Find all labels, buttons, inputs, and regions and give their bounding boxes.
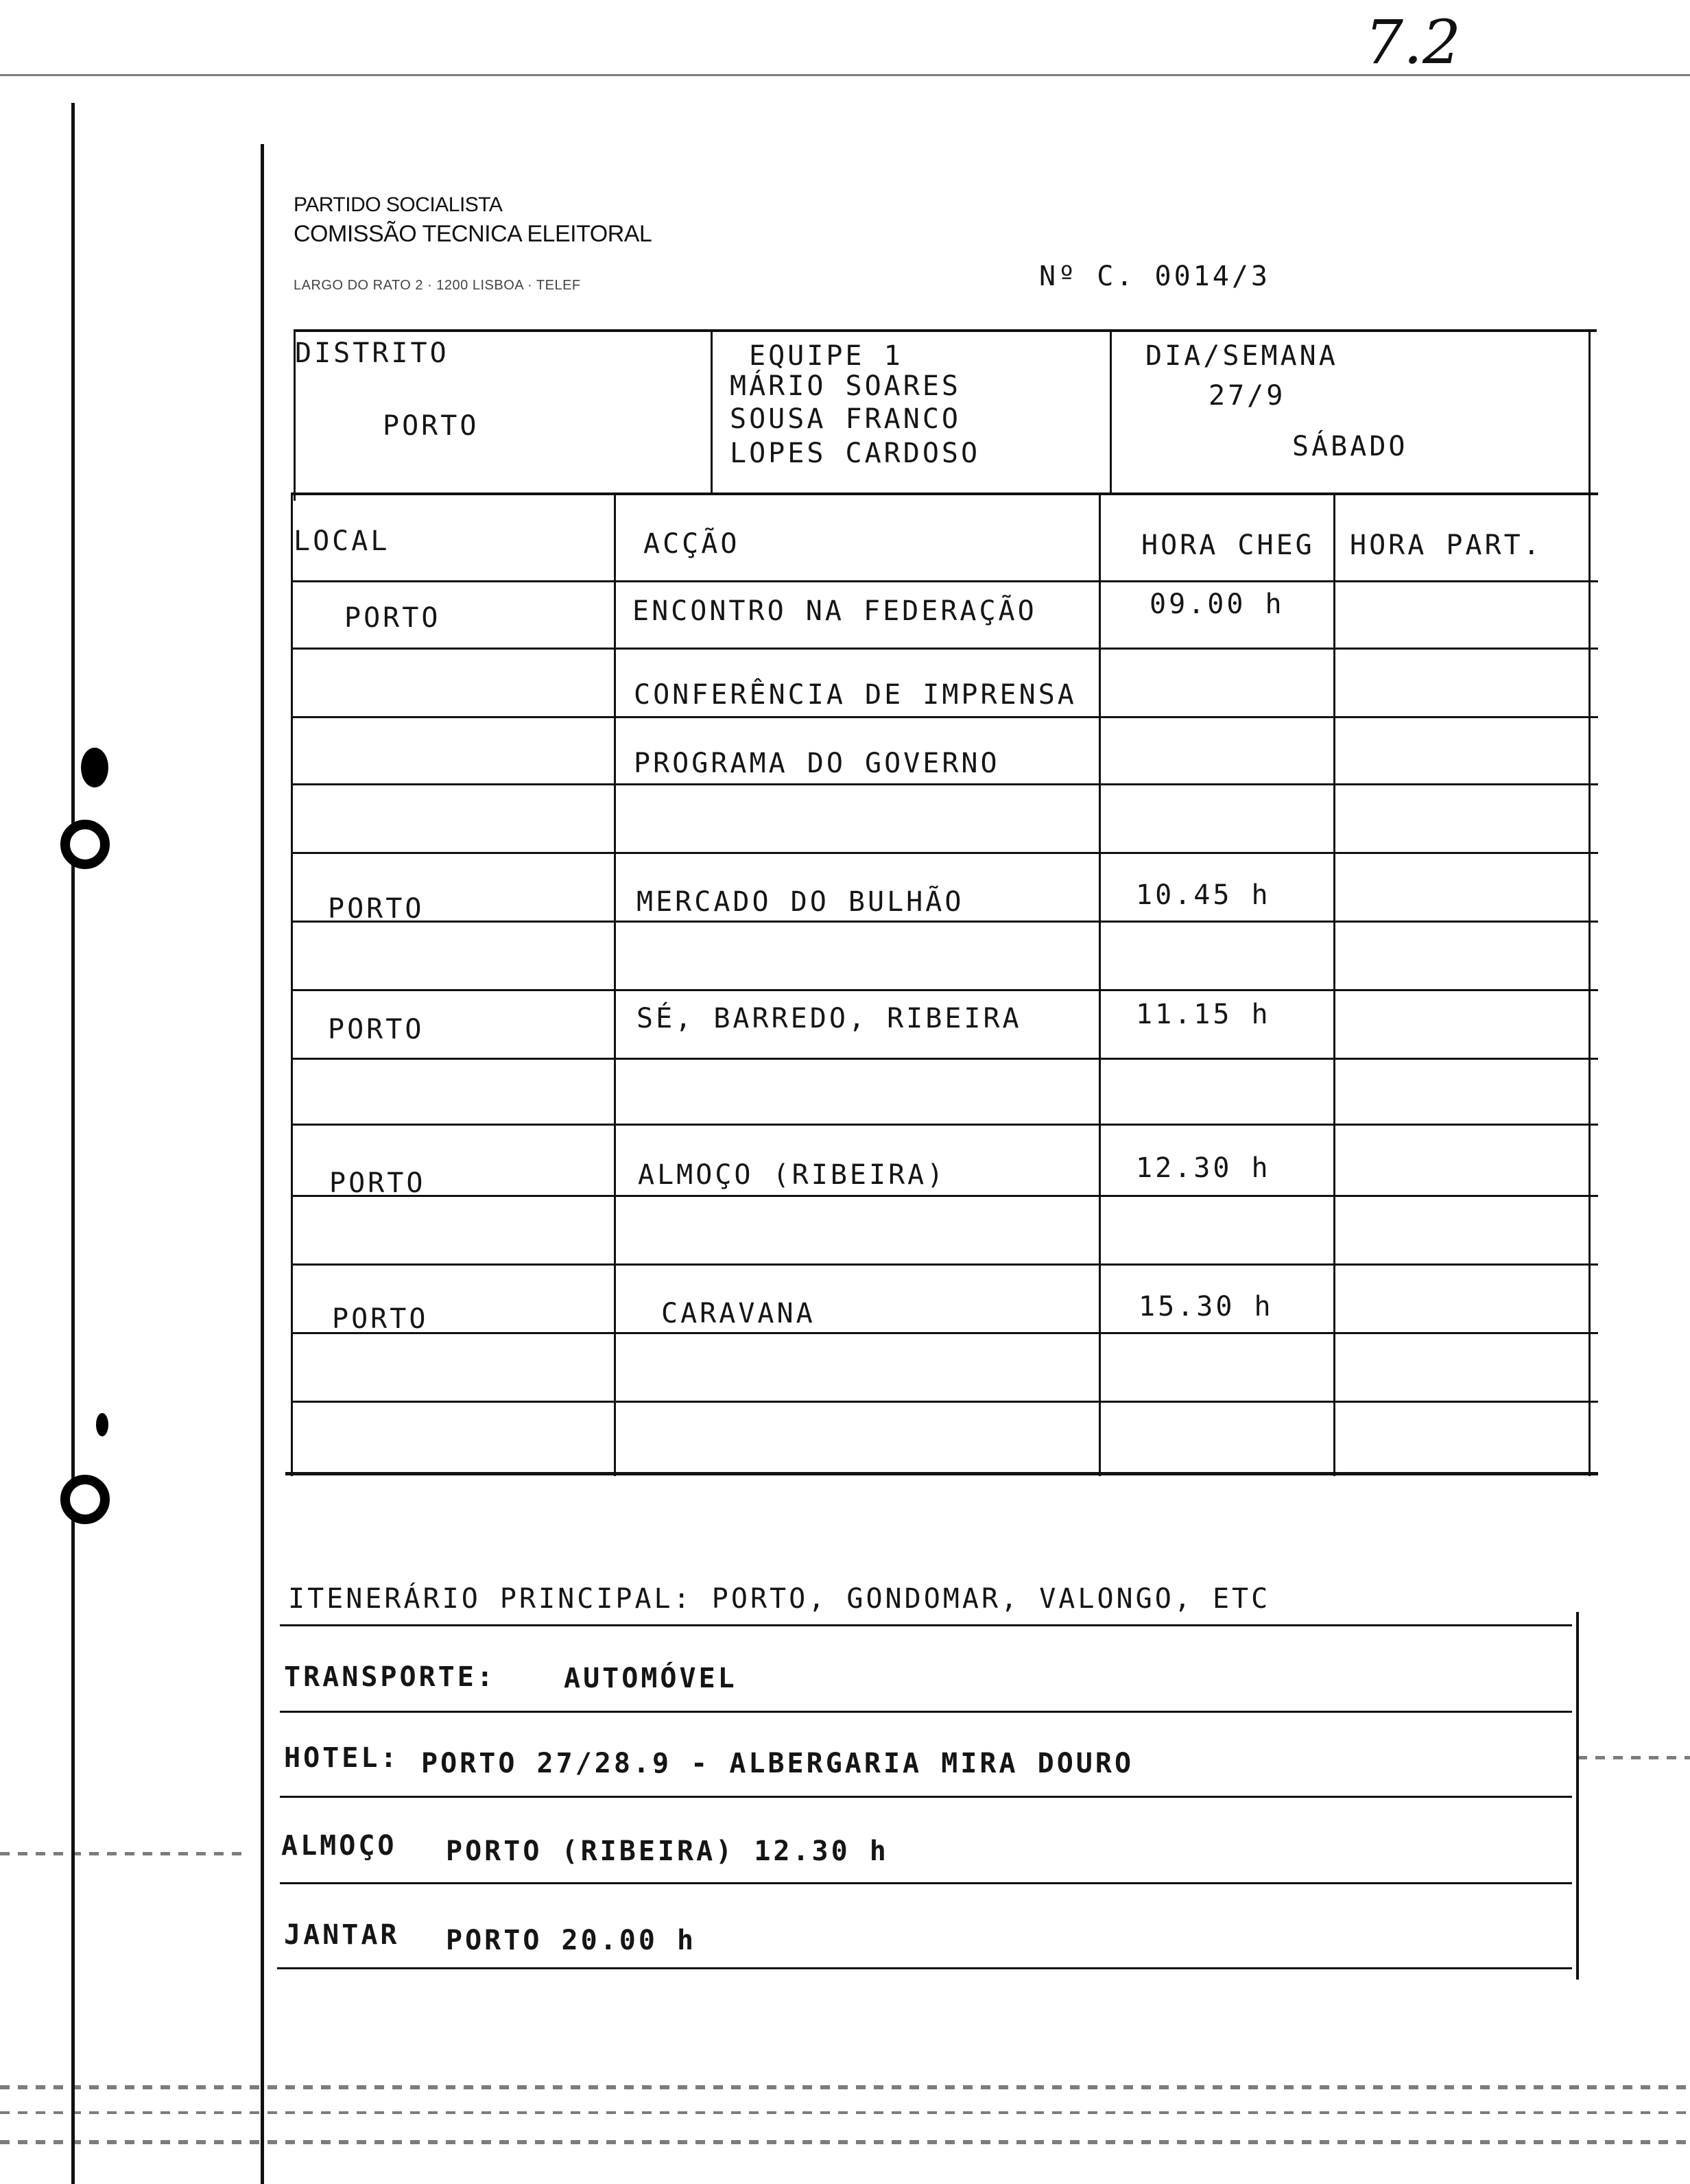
info-top-line [294, 329, 1597, 332]
table-cell-accao: PROGRAMA DO GOVERNO [634, 748, 1000, 779]
equipe-label: EQUIPE 1 [749, 340, 903, 372]
table-cell-accao: SÉ, BARREDO, RIBEIRA [636, 1003, 1022, 1034]
scan-noise-left [0, 1852, 247, 1855]
info-right-line [1588, 329, 1591, 494]
col-divider-local-accao [614, 492, 616, 1476]
row-divider [291, 989, 1598, 991]
table-bottom-line [285, 1472, 1598, 1475]
dia-semana-label: DIA/SEMANA [1145, 340, 1338, 372]
info-divider-2 [1110, 329, 1112, 494]
row-divider [291, 1058, 1598, 1060]
info-divider-1 [711, 329, 713, 494]
footer-rule [280, 1711, 1572, 1713]
jantar-label: JANTAR [284, 1919, 400, 1951]
dia-date: 27/9 [1209, 380, 1286, 412]
equipe-member-1: MÁRIO SOARES [730, 370, 961, 402]
hotel-value: PORTO 27/28.9 - ALBERGARIA MIRA DOURO [421, 1748, 1134, 1779]
footer-rule [280, 1796, 1572, 1798]
table-top-line [291, 492, 1598, 495]
row-divider [291, 783, 1598, 785]
org-name: PARTIDO SOCIALISTA [294, 193, 503, 216]
table-cell-accao: ENCONTRO NA FEDERAÇÃO [632, 595, 1037, 627]
equipe-member-3: LOPES CARDOSO [730, 438, 981, 469]
table-left-line [291, 492, 293, 1476]
footer-rule [280, 1882, 1572, 1884]
table-cell-accao: MERCADO DO BULHÃO [636, 886, 964, 918]
row-divider [291, 1124, 1598, 1126]
form-left-edge-line [261, 144, 264, 2184]
table-cell-accao: CARAVANA [661, 1298, 816, 1329]
org-address: LARGO DO RATO 2 · 1200 LISBOA · TELEF [294, 278, 581, 293]
table-cell-local: PORTO [332, 1303, 429, 1335]
distrito-label: DISTRITO [295, 337, 449, 369]
header-local: LOCAL [294, 525, 390, 557]
table-cell-hora-cheg: 09.00 h [1150, 589, 1285, 620]
table-cell-local: PORTO [344, 602, 441, 634]
hotel-label: HOTEL: [284, 1742, 400, 1774]
footer-right-edge [1576, 1612, 1579, 1980]
almoco-value: PORTO (RIBEIRA) 12.30 h [446, 1836, 889, 1867]
punch-ring-top [60, 820, 110, 869]
almoco-label: ALMOÇO [281, 1830, 397, 1862]
row-divider [291, 852, 1598, 854]
scan-noise-bottom-1 [0, 2085, 1690, 2089]
punch-hole-bottom [96, 1413, 108, 1436]
col-divider-accao-cheg [1099, 492, 1101, 1476]
table-cell-hora-cheg: 11.15 h [1136, 999, 1271, 1030]
transporte-value: AUTOMÓVEL [564, 1663, 737, 1694]
col-divider-cheg-part [1333, 492, 1335, 1476]
transporte-label: TRANSPORTE: [284, 1661, 496, 1693]
header-hora-cheg: HORA CHEG [1141, 530, 1315, 561]
row-divider [291, 648, 1598, 650]
punch-hole-top [81, 748, 108, 787]
footer-rule [280, 1624, 1572, 1626]
row-divider [291, 921, 1598, 923]
handwritten-page-mark: 7.2 [1365, 7, 1461, 78]
jantar-value: PORTO 20.00 h [446, 1925, 697, 1956]
table-cell-accao: ALMOÇO (RIBEIRA) [638, 1159, 947, 1191]
dia-weekday: SÁBADO [1292, 431, 1408, 462]
table-right-line [1588, 492, 1591, 1476]
table-cell-accao: CONFERÊNCIA DE IMPRENSA [634, 679, 1077, 711]
table-cell-local: PORTO [329, 1167, 426, 1199]
binder-edge-line [71, 103, 75, 2184]
row-divider [291, 1263, 1598, 1266]
table-cell-local: PORTO [328, 893, 425, 925]
footer-rule [277, 1967, 1572, 1969]
document-number: Nº C. 0014/3 [1039, 261, 1270, 292]
row-divider [291, 1195, 1598, 1197]
table-cell-hora-cheg: 12.30 h [1136, 1152, 1271, 1184]
row-divider [291, 1332, 1598, 1334]
header-accao: ACÇÃO [643, 528, 740, 560]
punch-ring-bottom [60, 1475, 110, 1524]
table-cell-hora-cheg: 10.45 h [1136, 879, 1271, 911]
scan-noise-bottom-2 [0, 2111, 1690, 2114]
scan-noise-bottom-3 [0, 2140, 1690, 2144]
commission-name: COMISSÃO TECNICA ELEITORAL [294, 221, 652, 247]
table-cell-hora-cheg: 15.30 h [1139, 1291, 1274, 1322]
row-divider [291, 1401, 1598, 1403]
scan-noise-right [1578, 1756, 1690, 1759]
row-divider [291, 716, 1598, 718]
header-hora-part: HORA PART. [1350, 530, 1543, 561]
row-divider [291, 580, 1598, 582]
distrito-value: PORTO [383, 410, 479, 442]
table-cell-local: PORTO [328, 1014, 425, 1045]
itinerario-line: ITENERÁRIO PRINCIPAL: PORTO, GONDOMAR, VALONGO, ETC [288, 1583, 1271, 1615]
equipe-member-2: SOUSA FRANCO [730, 403, 961, 435]
